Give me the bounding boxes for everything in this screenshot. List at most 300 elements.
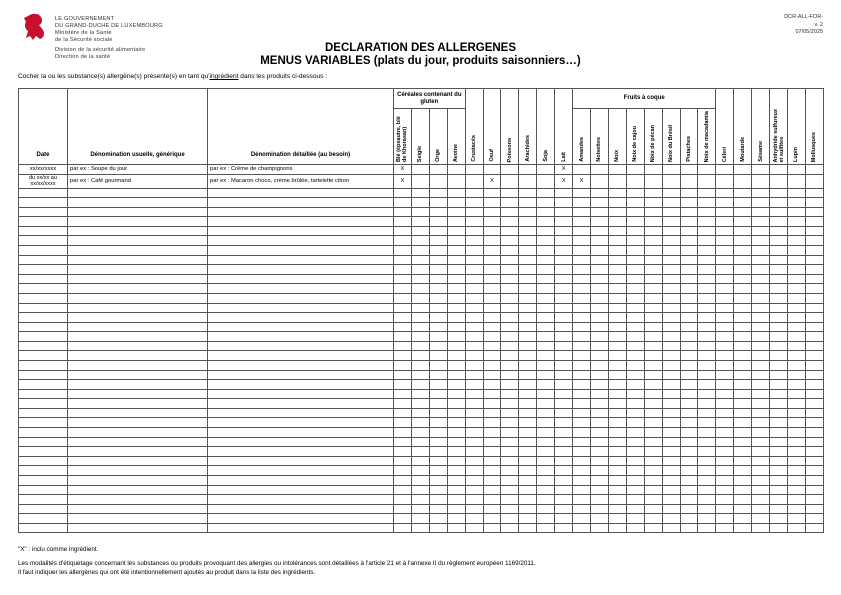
- cell-allergen-mark[interactable]: [770, 370, 788, 380]
- cell-allergen-mark[interactable]: [447, 226, 465, 236]
- cell-date[interactable]: [19, 351, 68, 361]
- cell-allergen-mark[interactable]: [590, 447, 608, 457]
- cell-allergen-mark[interactable]: [519, 226, 537, 236]
- cell-allergen-mark[interactable]: [429, 174, 447, 188]
- cell-allergen-mark[interactable]: [662, 389, 680, 399]
- cell-allergen-mark[interactable]: [752, 265, 770, 275]
- cell-allergen-mark[interactable]: [608, 447, 626, 457]
- cell-allergen-mark[interactable]: [662, 408, 680, 418]
- cell-date[interactable]: [19, 485, 68, 495]
- cell-allergen-mark[interactable]: [626, 236, 644, 246]
- cell-allergen-mark[interactable]: [411, 495, 429, 505]
- cell-allergen-mark[interactable]: [626, 293, 644, 303]
- cell-allergen-mark[interactable]: [573, 523, 591, 533]
- cell-allergen-mark[interactable]: [537, 226, 555, 236]
- cell-allergen-mark[interactable]: [626, 332, 644, 342]
- cell-allergen-mark[interactable]: [573, 341, 591, 351]
- cell-allergen-mark[interactable]: [555, 322, 573, 332]
- cell-allergen-mark[interactable]: [411, 475, 429, 485]
- cell-allergen-mark[interactable]: [447, 341, 465, 351]
- cell-allergen-mark[interactable]: [537, 217, 555, 227]
- cell-allergen-mark[interactable]: [662, 332, 680, 342]
- cell-allergen-mark[interactable]: [734, 165, 752, 175]
- cell-allergen-mark[interactable]: [752, 332, 770, 342]
- cell-denomination-detaillee[interactable]: [208, 217, 394, 227]
- cell-allergen-mark[interactable]: [787, 207, 805, 217]
- cell-allergen-mark[interactable]: [501, 165, 519, 175]
- cell-allergen-mark[interactable]: [698, 255, 716, 265]
- cell-allergen-mark[interactable]: [698, 380, 716, 390]
- cell-allergen-mark[interactable]: [680, 466, 698, 476]
- cell-allergen-mark[interactable]: [608, 226, 626, 236]
- cell-denomination-detaillee[interactable]: [208, 274, 394, 284]
- cell-allergen-mark[interactable]: [644, 475, 662, 485]
- cell-allergen-mark[interactable]: [447, 389, 465, 399]
- cell-allergen-mark[interactable]: [394, 504, 412, 514]
- cell-allergen-mark[interactable]: [537, 265, 555, 275]
- cell-date[interactable]: [19, 313, 68, 323]
- cell-allergen-mark[interactable]: [805, 389, 823, 399]
- cell-allergen-mark[interactable]: [716, 418, 734, 428]
- cell-allergen-mark[interactable]: [644, 293, 662, 303]
- cell-allergen-mark[interactable]: [734, 495, 752, 505]
- cell-allergen-mark[interactable]: [394, 399, 412, 409]
- cell-allergen-mark[interactable]: [680, 389, 698, 399]
- cell-allergen-mark[interactable]: [519, 246, 537, 256]
- cell-date[interactable]: [19, 514, 68, 524]
- cell-allergen-mark[interactable]: [555, 284, 573, 294]
- cell-denomination-detaillee[interactable]: [208, 523, 394, 533]
- cell-allergen-mark[interactable]: [519, 389, 537, 399]
- cell-allergen-mark[interactable]: [698, 370, 716, 380]
- cell-allergen-mark[interactable]: [805, 360, 823, 370]
- cell-allergen-mark[interactable]: [519, 485, 537, 495]
- cell-allergen-mark[interactable]: [644, 255, 662, 265]
- cell-allergen-mark[interactable]: [716, 380, 734, 390]
- cell-allergen-mark[interactable]: [394, 456, 412, 466]
- cell-allergen-mark[interactable]: [626, 165, 644, 175]
- cell-allergen-mark[interactable]: [411, 165, 429, 175]
- cell-allergen-mark[interactable]: [698, 418, 716, 428]
- cell-allergen-mark[interactable]: [411, 428, 429, 438]
- cell-allergen-mark[interactable]: [626, 198, 644, 208]
- cell-allergen-mark[interactable]: [626, 303, 644, 313]
- cell-allergen-mark[interactable]: [608, 265, 626, 275]
- cell-allergen-mark[interactable]: [626, 504, 644, 514]
- cell-allergen-mark[interactable]: [752, 456, 770, 466]
- cell-allergen-mark[interactable]: [752, 322, 770, 332]
- cell-allergen-mark[interactable]: [394, 370, 412, 380]
- cell-allergen-mark[interactable]: [698, 408, 716, 418]
- cell-denomination-detaillee[interactable]: [208, 284, 394, 294]
- cell-allergen-mark[interactable]: [770, 523, 788, 533]
- cell-denomination-usuelle[interactable]: [68, 437, 208, 447]
- cell-allergen-mark[interactable]: [608, 313, 626, 323]
- cell-allergen-mark[interactable]: [698, 226, 716, 236]
- cell-allergen-mark[interactable]: [752, 165, 770, 175]
- cell-denomination-detaillee[interactable]: [208, 188, 394, 198]
- cell-allergen-mark[interactable]: [447, 217, 465, 227]
- cell-allergen-mark[interactable]: [519, 274, 537, 284]
- cell-allergen-mark[interactable]: [626, 495, 644, 505]
- cell-allergen-mark[interactable]: [465, 485, 483, 495]
- cell-allergen-mark[interactable]: [465, 495, 483, 505]
- cell-allergen-mark[interactable]: [662, 293, 680, 303]
- cell-denomination-detaillee[interactable]: [208, 351, 394, 361]
- cell-allergen-mark[interactable]: [734, 217, 752, 227]
- cell-allergen-mark[interactable]: [626, 389, 644, 399]
- cell-allergen-mark[interactable]: [608, 456, 626, 466]
- cell-allergen-mark[interactable]: [394, 265, 412, 275]
- cell-allergen-mark[interactable]: [662, 514, 680, 524]
- cell-allergen-mark[interactable]: [555, 437, 573, 447]
- cell-date[interactable]: [19, 389, 68, 399]
- cell-allergen-mark[interactable]: [429, 437, 447, 447]
- cell-denomination-detaillee[interactable]: [208, 236, 394, 246]
- cell-denomination-detaillee[interactable]: [208, 475, 394, 485]
- cell-allergen-mark[interactable]: [770, 246, 788, 256]
- cell-allergen-mark[interactable]: [752, 418, 770, 428]
- cell-denomination-detaillee[interactable]: [208, 226, 394, 236]
- cell-allergen-mark[interactable]: [519, 284, 537, 294]
- cell-allergen-mark[interactable]: [501, 475, 519, 485]
- cell-allergen-mark[interactable]: [590, 226, 608, 236]
- cell-allergen-mark[interactable]: [680, 341, 698, 351]
- cell-denomination-usuelle[interactable]: [68, 456, 208, 466]
- cell-allergen-mark[interactable]: [483, 514, 501, 524]
- cell-allergen-mark[interactable]: [537, 236, 555, 246]
- cell-allergen-mark[interactable]: [787, 514, 805, 524]
- cell-allergen-mark[interactable]: [680, 322, 698, 332]
- cell-allergen-mark[interactable]: [555, 188, 573, 198]
- cell-allergen-mark[interactable]: [447, 303, 465, 313]
- cell-allergen-mark[interactable]: [537, 341, 555, 351]
- cell-allergen-mark[interactable]: [590, 165, 608, 175]
- cell-date[interactable]: [19, 456, 68, 466]
- cell-allergen-mark[interactable]: [805, 313, 823, 323]
- cell-date[interactable]: [19, 475, 68, 485]
- cell-allergen-mark[interactable]: [680, 399, 698, 409]
- cell-allergen-mark[interactable]: [483, 284, 501, 294]
- cell-allergen-mark[interactable]: [787, 332, 805, 342]
- cell-allergen-mark[interactable]: [429, 408, 447, 418]
- cell-allergen-mark[interactable]: [734, 174, 752, 188]
- cell-denomination-usuelle[interactable]: [68, 265, 208, 275]
- cell-allergen-mark[interactable]: [752, 447, 770, 457]
- cell-allergen-mark[interactable]: [716, 255, 734, 265]
- cell-allergen-mark[interactable]: [770, 418, 788, 428]
- cell-allergen-mark[interactable]: [519, 523, 537, 533]
- cell-allergen-mark[interactable]: [662, 265, 680, 275]
- cell-denomination-usuelle[interactable]: [68, 475, 208, 485]
- cell-denomination-detaillee[interactable]: [208, 399, 394, 409]
- cell-allergen-mark[interactable]: [716, 504, 734, 514]
- cell-allergen-mark[interactable]: [573, 313, 591, 323]
- cell-allergen-mark[interactable]: [770, 322, 788, 332]
- cell-allergen-mark[interactable]: [465, 226, 483, 236]
- cell-date[interactable]: [19, 217, 68, 227]
- cell-allergen-mark[interactable]: [698, 475, 716, 485]
- cell-allergen-mark[interactable]: [429, 523, 447, 533]
- cell-allergen-mark[interactable]: [573, 198, 591, 208]
- cell-allergen-mark[interactable]: [519, 466, 537, 476]
- cell-allergen-mark[interactable]: [716, 284, 734, 294]
- cell-allergen-mark[interactable]: [590, 322, 608, 332]
- cell-allergen-mark[interactable]: [805, 165, 823, 175]
- cell-allergen-mark[interactable]: [555, 447, 573, 457]
- cell-allergen-mark[interactable]: [483, 341, 501, 351]
- cell-denomination-usuelle[interactable]: [68, 207, 208, 217]
- cell-allergen-mark[interactable]: [537, 284, 555, 294]
- cell-allergen-mark[interactable]: [716, 332, 734, 342]
- cell-allergen-mark[interactable]: [555, 274, 573, 284]
- cell-allergen-mark[interactable]: [752, 428, 770, 438]
- cell-allergen-mark[interactable]: [465, 514, 483, 524]
- cell-allergen-mark[interactable]: [573, 380, 591, 390]
- cell-allergen-mark[interactable]: [662, 504, 680, 514]
- cell-allergen-mark[interactable]: [770, 226, 788, 236]
- cell-date[interactable]: [19, 380, 68, 390]
- cell-allergen-mark[interactable]: [411, 523, 429, 533]
- cell-allergen-mark[interactable]: [465, 399, 483, 409]
- cell-allergen-mark[interactable]: [394, 236, 412, 246]
- cell-allergen-mark[interactable]: [411, 174, 429, 188]
- cell-allergen-mark[interactable]: [429, 466, 447, 476]
- cell-allergen-mark[interactable]: [555, 485, 573, 495]
- cell-denomination-detaillee[interactable]: [208, 360, 394, 370]
- cell-allergen-mark[interactable]: [411, 418, 429, 428]
- cell-allergen-mark[interactable]: [644, 217, 662, 227]
- cell-allergen-mark[interactable]: [608, 408, 626, 418]
- cell-allergen-mark[interactable]: [698, 399, 716, 409]
- cell-allergen-mark[interactable]: [411, 313, 429, 323]
- cell-allergen-mark[interactable]: [573, 246, 591, 256]
- cell-allergen-mark[interactable]: [608, 174, 626, 188]
- cell-allergen-mark[interactable]: [537, 523, 555, 533]
- cell-allergen-mark[interactable]: [770, 428, 788, 438]
- cell-allergen-mark[interactable]: [447, 236, 465, 246]
- cell-allergen-mark[interactable]: [770, 217, 788, 227]
- cell-allergen-mark[interactable]: [483, 246, 501, 256]
- cell-allergen-mark[interactable]: [537, 332, 555, 342]
- cell-allergen-mark[interactable]: [537, 255, 555, 265]
- cell-allergen-mark[interactable]: [716, 274, 734, 284]
- cell-allergen-mark[interactable]: [787, 370, 805, 380]
- cell-allergen-mark[interactable]: [429, 226, 447, 236]
- cell-allergen-mark[interactable]: [608, 303, 626, 313]
- cell-allergen-mark[interactable]: [573, 236, 591, 246]
- cell-allergen-mark[interactable]: [770, 447, 788, 457]
- cell-allergen-mark[interactable]: [537, 274, 555, 284]
- cell-allergen-mark[interactable]: [465, 428, 483, 438]
- cell-allergen-mark[interactable]: [770, 360, 788, 370]
- cell-allergen-mark[interactable]: [465, 475, 483, 485]
- cell-allergen-mark[interactable]: [716, 408, 734, 418]
- cell-allergen-mark[interactable]: [608, 514, 626, 524]
- cell-allergen-mark[interactable]: [465, 284, 483, 294]
- cell-allergen-mark[interactable]: [752, 360, 770, 370]
- cell-allergen-mark[interactable]: [394, 475, 412, 485]
- cell-allergen-mark[interactable]: [411, 360, 429, 370]
- cell-allergen-mark[interactable]: [644, 332, 662, 342]
- cell-allergen-mark[interactable]: [716, 475, 734, 485]
- cell-allergen-mark[interactable]: [429, 399, 447, 409]
- cell-allergen-mark[interactable]: [501, 447, 519, 457]
- cell-allergen-mark[interactable]: [573, 504, 591, 514]
- cell-allergen-mark[interactable]: [608, 495, 626, 505]
- cell-allergen-mark[interactable]: [734, 303, 752, 313]
- cell-allergen-mark[interactable]: [537, 351, 555, 361]
- cell-allergen-mark[interactable]: [752, 174, 770, 188]
- cell-allergen-mark[interactable]: [752, 255, 770, 265]
- cell-allergen-mark[interactable]: [519, 475, 537, 485]
- cell-allergen-mark[interactable]: [573, 217, 591, 227]
- cell-allergen-mark[interactable]: [394, 418, 412, 428]
- cell-allergen-mark[interactable]: [483, 437, 501, 447]
- cell-allergen-mark[interactable]: [447, 165, 465, 175]
- cell-date[interactable]: [19, 399, 68, 409]
- cell-denomination-detaillee[interactable]: [208, 504, 394, 514]
- cell-allergen-mark[interactable]: [805, 475, 823, 485]
- cell-allergen-mark[interactable]: [716, 226, 734, 236]
- cell-allergen-mark[interactable]: [752, 370, 770, 380]
- cell-allergen-mark[interactable]: [483, 466, 501, 476]
- cell-allergen-mark[interactable]: [626, 428, 644, 438]
- cell-allergen-mark[interactable]: [573, 351, 591, 361]
- cell-allergen-mark[interactable]: [805, 437, 823, 447]
- cell-allergen-mark[interactable]: [680, 255, 698, 265]
- cell-allergen-mark[interactable]: [787, 255, 805, 265]
- cell-allergen-mark[interactable]: [555, 303, 573, 313]
- cell-allergen-mark[interactable]: [626, 322, 644, 332]
- cell-allergen-mark[interactable]: [411, 504, 429, 514]
- cell-allergen-mark[interactable]: [752, 504, 770, 514]
- cell-date[interactable]: [19, 370, 68, 380]
- cell-allergen-mark[interactable]: [752, 207, 770, 217]
- cell-allergen-mark[interactable]: [465, 188, 483, 198]
- cell-allergen-mark[interactable]: [734, 351, 752, 361]
- cell-allergen-mark[interactable]: [787, 165, 805, 175]
- cell-allergen-mark[interactable]: [608, 475, 626, 485]
- cell-allergen-mark[interactable]: [429, 284, 447, 294]
- cell-allergen-mark[interactable]: [626, 514, 644, 524]
- cell-allergen-mark[interactable]: [411, 332, 429, 342]
- cell-allergen-mark[interactable]: [734, 514, 752, 524]
- cell-allergen-mark[interactable]: [573, 207, 591, 217]
- cell-denomination-detaillee[interactable]: [208, 246, 394, 256]
- cell-allergen-mark[interactable]: [680, 523, 698, 533]
- cell-allergen-mark[interactable]: [537, 408, 555, 418]
- cell-allergen-mark[interactable]: [626, 188, 644, 198]
- cell-allergen-mark[interactable]: [590, 255, 608, 265]
- cell-allergen-mark[interactable]: [644, 495, 662, 505]
- cell-allergen-mark[interactable]: [519, 495, 537, 505]
- cell-allergen-mark[interactable]: [537, 456, 555, 466]
- cell-allergen-mark[interactable]: [519, 504, 537, 514]
- cell-allergen-mark[interactable]: [394, 255, 412, 265]
- cell-allergen-mark[interactable]: [787, 380, 805, 390]
- cell-allergen-mark[interactable]: [787, 437, 805, 447]
- cell-allergen-mark[interactable]: [662, 360, 680, 370]
- cell-allergen-mark[interactable]: [483, 408, 501, 418]
- cell-allergen-mark[interactable]: [429, 456, 447, 466]
- cell-allergen-mark[interactable]: [662, 255, 680, 265]
- cell-allergen-mark[interactable]: [644, 504, 662, 514]
- cell-allergen-mark[interactable]: [555, 466, 573, 476]
- cell-allergen-mark[interactable]: [573, 447, 591, 457]
- cell-allergen-mark[interactable]: [662, 523, 680, 533]
- cell-allergen-mark[interactable]: [465, 351, 483, 361]
- cell-denomination-detaillee[interactable]: [208, 198, 394, 208]
- cell-allergen-mark[interactable]: [805, 293, 823, 303]
- cell-allergen-mark[interactable]: [752, 188, 770, 198]
- cell-allergen-mark[interactable]: [662, 313, 680, 323]
- cell-allergen-mark[interactable]: [680, 303, 698, 313]
- cell-allergen-mark[interactable]: [608, 236, 626, 246]
- cell-denomination-usuelle[interactable]: [68, 485, 208, 495]
- cell-allergen-mark[interactable]: [465, 265, 483, 275]
- cell-allergen-mark[interactable]: [752, 284, 770, 294]
- cell-denomination-detaillee[interactable]: [208, 495, 394, 505]
- cell-allergen-mark[interactable]: [447, 447, 465, 457]
- cell-allergen-mark[interactable]: [680, 274, 698, 284]
- cell-allergen-mark[interactable]: [573, 408, 591, 418]
- cell-allergen-mark[interactable]: [734, 475, 752, 485]
- cell-allergen-mark[interactable]: [805, 236, 823, 246]
- cell-allergen-mark[interactable]: [537, 322, 555, 332]
- cell-allergen-mark[interactable]: [555, 380, 573, 390]
- cell-allergen-mark[interactable]: [805, 447, 823, 457]
- cell-allergen-mark[interactable]: [662, 475, 680, 485]
- cell-allergen-mark[interactable]: [626, 456, 644, 466]
- cell-allergen-mark[interactable]: [519, 322, 537, 332]
- cell-allergen-mark[interactable]: [716, 236, 734, 246]
- cell-allergen-mark[interactable]: [608, 198, 626, 208]
- cell-allergen-mark[interactable]: [394, 380, 412, 390]
- cell-allergen-mark[interactable]: [483, 380, 501, 390]
- cell-allergen-mark[interactable]: [644, 466, 662, 476]
- cell-allergen-mark[interactable]: [555, 236, 573, 246]
- cell-allergen-mark[interactable]: [805, 274, 823, 284]
- cell-denomination-detaillee[interactable]: [208, 303, 394, 313]
- cell-date[interactable]: [19, 207, 68, 217]
- cell-allergen-mark[interactable]: [555, 514, 573, 524]
- cell-allergen-mark[interactable]: [716, 293, 734, 303]
- cell-allergen-mark[interactable]: [716, 188, 734, 198]
- cell-allergen-mark[interactable]: [770, 188, 788, 198]
- cell-allergen-mark[interactable]: [483, 207, 501, 217]
- cell-allergen-mark[interactable]: [680, 188, 698, 198]
- cell-allergen-mark[interactable]: [590, 437, 608, 447]
- cell-allergen-mark[interactable]: [752, 523, 770, 533]
- cell-allergen-mark[interactable]: [608, 418, 626, 428]
- cell-allergen-mark[interactable]: [483, 370, 501, 380]
- cell-allergen-mark[interactable]: [411, 246, 429, 256]
- cell-allergen-mark[interactable]: [501, 226, 519, 236]
- cell-allergen-mark[interactable]: [608, 217, 626, 227]
- cell-allergen-mark[interactable]: [394, 447, 412, 457]
- cell-allergen-mark[interactable]: [519, 293, 537, 303]
- cell-date[interactable]: [19, 293, 68, 303]
- cell-allergen-mark[interactable]: [626, 226, 644, 236]
- cell-allergen-mark[interactable]: [590, 274, 608, 284]
- cell-allergen-mark[interactable]: [644, 485, 662, 495]
- cell-allergen-mark[interactable]: [680, 408, 698, 418]
- cell-allergen-mark[interactable]: [626, 246, 644, 256]
- cell-allergen-mark[interactable]: [734, 380, 752, 390]
- cell-allergen-mark[interactable]: [770, 504, 788, 514]
- cell-allergen-mark[interactable]: [770, 284, 788, 294]
